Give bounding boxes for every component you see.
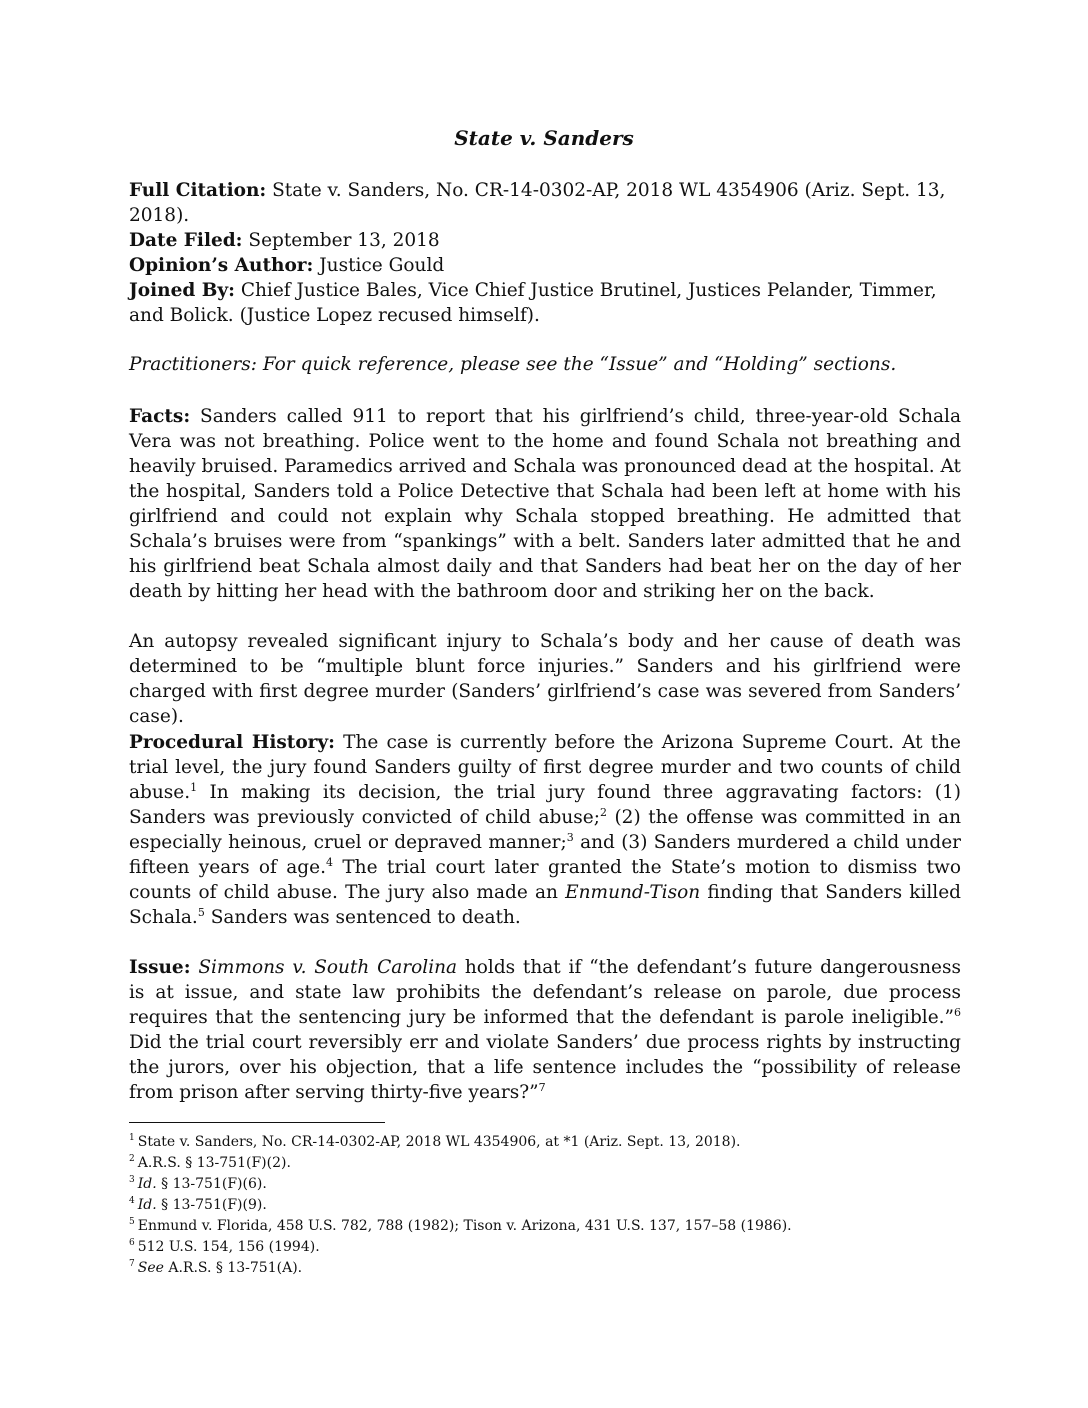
footnote-text: § 13-751(F)(9). xyxy=(156,1197,267,1213)
footnote-number: 7 xyxy=(129,1259,135,1270)
procedural-text-4: and (3) Sanders murdered a child under fifteen years of age. xyxy=(129,832,961,878)
footnote-text: A.R.S. § 13-751(A). xyxy=(163,1260,303,1276)
facts-text: Sanders called 911 to report that his girlfriend’s child, three-year-old Schala Vera was not breathing. Police went to the home and found Schala not breathing and heavily bruised. Paramedics arrived and Schala was pronounced dead at the hospital. At the hospital, Sanders told a Police Detective that Schala had been left at home with his girlfriend and could not explain why Schala stopped breathing. He admitted that Schala’s bruises were from “spankings” with a belt. Sanders later admitted that he and his girlfriend beat Schala almost daily and that Sanders had beat her on the day of her death by hitting her head with the bathroom door and striking her on the back. xyxy=(129,406,961,602)
footnote-number: 2 xyxy=(129,1154,135,1165)
joined-by-line xyxy=(129,278,961,328)
footnote-ref-6[interactable]: 6 xyxy=(954,1005,961,1019)
practitioners-note: Practitioners: For quick reference, please see the “Issue” and “Holding” sections. xyxy=(129,354,897,375)
footnote-5 xyxy=(129,1216,961,1237)
footnote-number: 6 xyxy=(129,1238,135,1249)
author-label: Opinion’s Author: xyxy=(129,255,314,276)
footnote-3 xyxy=(129,1174,961,1195)
footnote-text: Enmund v. Florida, 458 U.S. 782, 788 (1982); Tison v. Arizona, 431 U.S. 137, 157–58 (1986). xyxy=(137,1218,792,1234)
footnote-2 xyxy=(129,1153,961,1174)
procedural-text-7: Sanders was sentenced to death. xyxy=(204,907,521,928)
footnote-ref-4[interactable]: 4 xyxy=(325,855,333,869)
joined-by-label: Joined By: xyxy=(129,280,235,301)
footnote-number: 3 xyxy=(129,1175,135,1186)
procedural-history-paragraph xyxy=(129,730,961,930)
procedural-text-6: finding that Sanders killed Schala. xyxy=(129,882,962,928)
procedural-text-5: The trial court later granted the State’s motion to dismiss two counts of child abuse. The jury also made an xyxy=(129,857,961,903)
footnote-text: § 13-751(F)(6). xyxy=(156,1176,267,1192)
footnote-4 xyxy=(129,1195,961,1216)
issue-text-1: holds that if “the defendant’s future dangerousness is at issue, and state law prohibits the defendant’s release on parole, due process requires that the sentencing jury be informed that the defendant is parole ineligible.” xyxy=(129,957,961,1028)
full-citation-line xyxy=(129,178,961,228)
full-citation-value: State v. Sanders, No. CR-14-0302-AP, 2018 WL 4354906 (Ariz. Sept. 13, 2018). xyxy=(129,180,946,226)
simmons-case-name: Simmons v. South Carolina xyxy=(198,957,458,978)
author-line xyxy=(129,253,961,278)
case-metadata xyxy=(129,178,961,328)
date-filed-line xyxy=(129,228,961,253)
issue-paragraph xyxy=(129,955,961,1105)
procedural-text-2: In making its decision, the trial jury found three aggravating factors: (1) Sanders was previously convicted of child abuse; xyxy=(129,782,961,828)
footnote-text: 512 U.S. 154, 156 (1994). xyxy=(137,1239,320,1255)
footnote-signal: Id. xyxy=(137,1176,157,1192)
document-title: State v. Sanders xyxy=(454,126,634,150)
date-filed-label: Date Filed: xyxy=(129,230,243,251)
facts-label: Facts: xyxy=(129,406,191,427)
facts-paragraph xyxy=(129,404,961,604)
footnote-1 xyxy=(129,1132,961,1153)
footnote-text: A.R.S. § 13-751(F)(2). xyxy=(137,1155,291,1171)
issue-text-2: Did the trial court reversibly err and violate Sanders’ due process rights by instructing the jurors, over his objection, that a life sentence includes the “possibility of release from prison after serving thirty-five years?” xyxy=(129,1032,961,1103)
procedural-history-label: Procedural History: xyxy=(129,732,335,753)
footnote-divider xyxy=(129,1122,385,1123)
footnote-ref-5[interactable]: 5 xyxy=(197,905,205,919)
procedural-text-3: (2) the offense was committed in an especially heinous, cruel or depraved manner; xyxy=(129,807,961,853)
footnote-signal: Id. xyxy=(137,1197,157,1213)
footnote-7 xyxy=(129,1258,961,1279)
date-filed-value: September 13, 2018 xyxy=(248,230,440,251)
footnote-signal: See xyxy=(137,1260,164,1276)
full-citation-label: Full Citation: xyxy=(129,180,267,201)
footnote-number: 4 xyxy=(129,1196,135,1207)
enmund-tison-term: Enmund-Tison xyxy=(565,882,701,903)
footnote-number: 5 xyxy=(129,1217,135,1228)
footnote-ref-7[interactable]: 7 xyxy=(538,1080,546,1094)
issue-label: Issue: xyxy=(129,957,191,978)
footnote-text: State v. Sanders, No. CR-14-0302-AP, 2018 WL 4354906, at *1 (Ariz. Sept. 13, 2018). xyxy=(137,1134,741,1150)
autopsy-paragraph: An autopsy revealed significant injury to Schala’s body and her cause of death was determined to be “multiple blunt force injuries.” Sanders and his girlfriend were charged with first degree murder (Sanders’ girlfriend’s case was severed from Sanders’ case). xyxy=(129,631,961,727)
footnote-ref-3[interactable]: 3 xyxy=(566,830,574,844)
joined-by-value: Chief Justice Bales, Vice Chief Justice Brutinel, Justices Pelander, Timmer, and Bolick. (Justice Lopez recused himself). xyxy=(129,280,937,326)
footnote-ref-2[interactable]: 2 xyxy=(599,805,607,819)
footnote-number: 1 xyxy=(129,1133,135,1144)
author-value: Justice Gould xyxy=(319,255,445,276)
footnote-6 xyxy=(129,1237,961,1258)
footnote-ref-1[interactable]: 1 xyxy=(190,780,198,794)
procedural-text-1: The case is currently before the Arizona Supreme Court. At the trial level, the jury found Sanders guilty of first degree murder and two counts of child abuse. xyxy=(129,732,961,803)
footnotes xyxy=(129,1132,961,1279)
